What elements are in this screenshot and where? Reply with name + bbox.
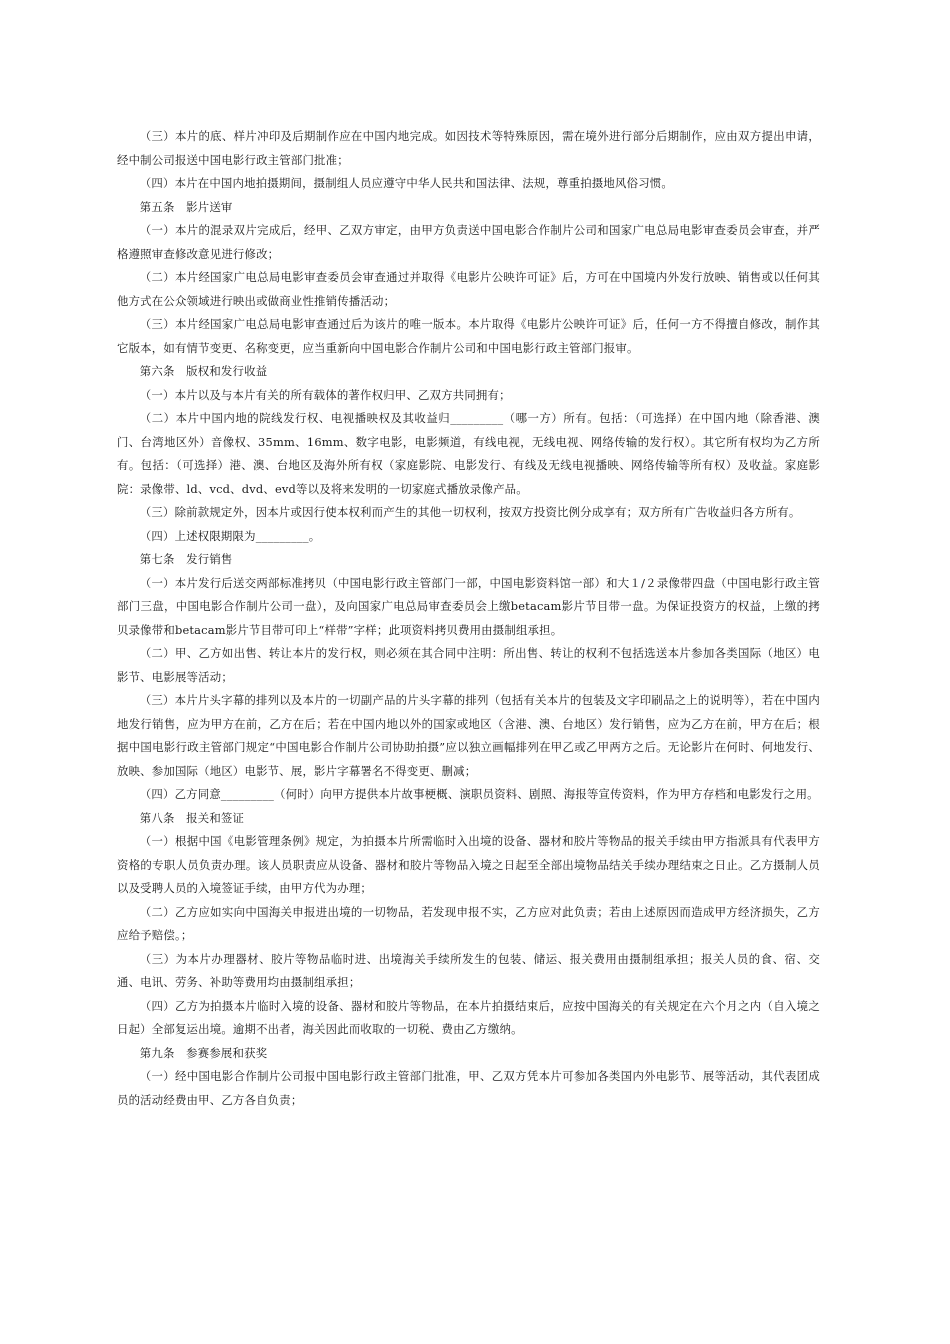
paragraph: （一）根据中国《电影管理条例》规定，为拍摄本片所需临时入出境的设备、器材和胶片等物品的报关手续由甲方指派具有代表甲方资格的专职人员负责办理。该人员职责应从设备、器材和胶片等物品入境之日起至全部出境物品结关手续办理结束之日止。乙方摄制人员以及受聘人员的入境签证手续，由甲方代为办理； <box>117 834 820 895</box>
paragraph: （三）除前款规定外，因本片或因行使本权利而产生的其他一切权利，按双方投资比例分成享有；双方所有广告收益归各方所有。 <box>139 505 801 519</box>
paragraph: （一）本片发行后送交两部标准拷贝（中国电影行政主管部门一部，中国电影资料馆一部）和大１/２录像带四盘（中国电影行政主管部门三盘，中国电影合作制片公司一盘），及向国家广电总局审查委员会上缴betacam影片节目带一盘。为保证投资方的权益，上缴的拷贝录像带和betacam影片节目带可印上“样带”字样；此项资料拷贝费用由摄制组承担。 <box>117 575 820 637</box>
paragraph: （二）本片中国内地的院线发行权、电视播映权及其收益归_________（哪一方）所有。包括：（可选择）在中国内地（除香港、澳门、台湾地区外）音像权、35mm、16mm、数字电影，电影频道，有线电视，无线电视、网络传输的发行权）。其它所有权均为乙方所有。包括：（可选择）港、澳、台地区及海外所有权（家庭影院、电影发行、有线及无线电视播映、网络传输等所有权）及收益。家庭影院：录像带、ld、vcd、dvd、evd等以及将来发明的一切家庭式播放录像产品。 <box>117 411 820 496</box>
paragraph: （四）上述权限期限为_________。 <box>139 528 321 543</box>
section-heading: 第八条 报关和签证 <box>139 810 245 825</box>
paragraph: （三）本片片头字幕的排列以及本片的一切副产品的片头字幕的排列（包括有关本片的包装及文字印刷品之上的说明等），若在中国内地发行销售，应为甲方在前，乙方在后；若在中国内地以外的国家或地区（含港、澳、台地区）发行销售，应为乙方在前，甲方在后；根据中国电影行政主管部门规定“中国电影合作制片公司协助拍摄”应以独立画幅排列在甲乙或乙甲两方之后。无论影片在何时、何地发行、放映、参加国际（地区）电影节、展，影片字幕署名不得变更、删减； <box>117 693 820 778</box>
section-heading: 第五条 影片送审 <box>139 199 233 214</box>
paragraph: （四）乙方为拍摄本片临时入境的设备、器材和胶片等物品，在本片拍摄结束后，应按中国海关的有关规定在六个月之内（自入境之日起）全部复运出境。逾期不出者，海关因此而收取的一切税、费由乙方缴纳。 <box>117 998 820 1036</box>
paragraph: （三）本片经国家广电总局电影审查通过后为该片的唯一版本。本片取得《电影片公映许可证》后，任何一方不得擅自修改，制作其它版本，如有情节变更、名称变更，应当重新向中国电影合作制片公司和中国电影行政主管部门报审。 <box>117 317 820 355</box>
paragraph: （一）本片以及与本片有关的所有载体的著作权归甲、乙双方共同拥有； <box>139 387 511 402</box>
section-heading: 第九条 参赛参展和获奖 <box>139 1045 268 1060</box>
paragraph: （四）乙方同意_________（何时）向甲方提供本片故事梗概、演职员资料、剧照、海报等宣传资料，作为甲方存档和电影发行之用。 <box>139 787 819 801</box>
paragraph: （一）本片的混录双片完成后，经甲、乙双方审定，由甲方负责送中国电影合作制片公司和国家广电总局电影审查委员会审查，并严格遵照审查修改意见进行修改； <box>117 223 820 261</box>
paragraph: （三）本片的底、样片冲印及后期制作应在中国内地完成。如因技术等特殊原因，需在境外进行部分后期制作，应由双方提出申请，经中制公司报送中国电影行政主管部门批准； <box>117 129 820 167</box>
paragraph: （二）乙方应如实向中国海关申报进出境的一切物品，若发现申报不实，乙方应对此负责；若由上述原因而造成甲方经济损失，乙方应给予赔偿。； <box>117 904 820 942</box>
section-heading: 第六条 版权和发行收益 <box>139 364 268 378</box>
paragraph: （一）经中国电影合作制片公司报中国电影行政主管部门批准，甲、乙双方凭本片可参加各类国内外电影节、展等活动，其代表团成员的活动经费由甲、乙方各自负责； <box>117 1069 820 1107</box>
paragraph: （二）甲、乙方如出售、转让本片的发行权，则必须在其合同中注明：所出售、转让的权利不包括选送本片参加各类国际（地区）电影节、电影展等活动； <box>117 646 820 684</box>
paragraph: （三）为本片办理器材、胶片等物品临时进、出境海关手续所发生的包装、储运、报关费用由摄制组承担；报关人员的食、宿、交通、电讯、劳务、补助等费用均由摄制组承担； <box>117 951 820 989</box>
section-heading: 第七条 发行销售 <box>139 552 233 566</box>
paragraph: （四）本片在中国内地拍摄期间，摄制组人员应遵守中华人民共和国法律、法规，尊重拍摄地风俗习惯。 <box>139 176 673 190</box>
paragraph: （二）本片经国家广电总局电影审查委员会审查通过并取得《电影片公映许可证》后，方可在中国境内外发行放映、销售或以任何其他方式在公众领域进行映出或做商业性推销传播活动； <box>117 270 820 308</box>
